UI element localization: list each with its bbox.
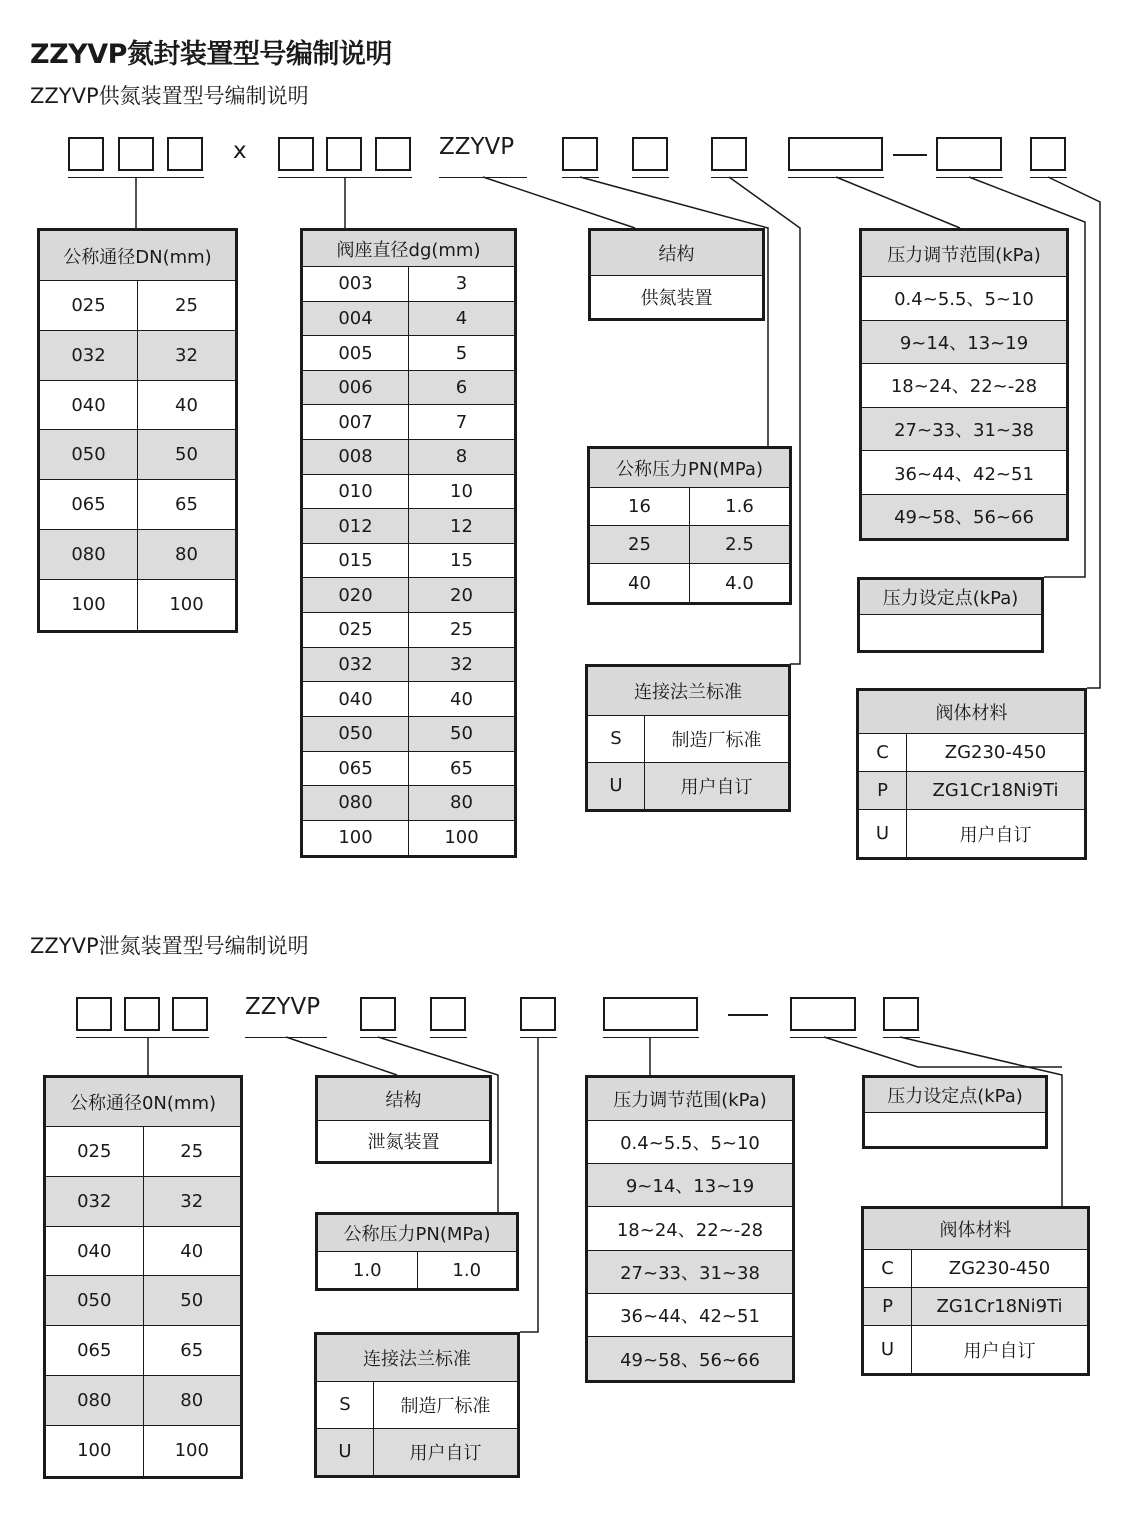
code-underline <box>1030 177 1067 178</box>
model-code: ZZYVP <box>439 134 515 160</box>
code-underline <box>711 177 748 178</box>
table-cell: 50 <box>409 716 516 751</box>
table-row <box>861 277 1068 321</box>
connector-setpoint <box>824 1037 1062 1067</box>
material-table <box>856 688 1087 860</box>
code-underline <box>245 1037 327 1038</box>
section1-subtitle: ZZYVP供氮装置型号编制说明 <box>30 84 309 108</box>
table-row <box>302 370 516 405</box>
code-underline <box>520 1037 557 1038</box>
table-cell: 050 <box>45 1276 144 1326</box>
table-row <box>302 509 516 544</box>
table-row <box>39 281 237 331</box>
table-cell: 005 <box>302 336 409 371</box>
table-cell: 004 <box>302 301 409 336</box>
setpoint-table <box>862 1075 1048 1149</box>
flange-table-header: 连接法兰标准 <box>316 1334 519 1382</box>
table-cell: 32 <box>143 1176 242 1226</box>
code-box-wide <box>936 137 1002 171</box>
table-row <box>45 1276 242 1326</box>
model-code: ZZYVP <box>245 994 321 1020</box>
dn-table <box>43 1075 243 1479</box>
table-row <box>302 440 516 475</box>
dn-table <box>37 228 238 633</box>
code-box <box>76 997 112 1031</box>
table-row <box>589 526 791 564</box>
structure-value: 泄氮装置 <box>317 1121 491 1163</box>
structure-table <box>588 228 765 321</box>
table-cell: 制造厂标准 <box>374 1382 519 1429</box>
dn-table-header: 公称通径DN(mm) <box>39 230 237 281</box>
table-cell: 080 <box>39 530 138 580</box>
table-row <box>302 613 516 648</box>
table-cell: 12 <box>409 509 516 544</box>
code-box-wide <box>603 997 698 1031</box>
table-cell: 032 <box>45 1176 144 1226</box>
code-box <box>562 137 598 171</box>
range-table-header: 压力调节范围(kPa) <box>587 1077 794 1121</box>
table-cell: C <box>863 1250 912 1288</box>
page-title: ZZYVP氮封装置型号编制说明 <box>30 39 392 70</box>
table-row <box>587 1337 794 1382</box>
code-box <box>430 997 466 1031</box>
code-box <box>360 997 396 1031</box>
table-cell: 012 <box>302 509 409 544</box>
structure-table-header: 结构 <box>317 1077 491 1121</box>
connector-structure <box>286 1037 397 1075</box>
table-cell: 40 <box>138 380 237 430</box>
table-cell: S <box>316 1382 374 1429</box>
table-cell: 25 <box>589 526 690 564</box>
pn-table <box>315 1212 519 1291</box>
table-row <box>39 530 237 580</box>
table-cell: 2.5 <box>690 526 791 564</box>
table-row <box>302 647 516 682</box>
code-underline <box>76 1037 209 1038</box>
table-row <box>302 301 516 336</box>
table-cell: 27~33、31~38 <box>861 407 1068 451</box>
pn-table-header: 公称压力PN(MPa) <box>317 1214 518 1252</box>
table-cell: U <box>316 1428 374 1476</box>
table-row <box>302 786 516 821</box>
table-row <box>861 364 1068 408</box>
connector-structure <box>483 177 635 228</box>
table-row <box>39 480 237 530</box>
code-box-wide <box>790 997 856 1031</box>
code-box-wide <box>788 137 883 171</box>
table-row <box>861 494 1068 539</box>
table-row <box>316 1428 519 1476</box>
table-row <box>45 1376 242 1426</box>
table-row <box>587 762 790 810</box>
table-cell: 080 <box>45 1376 144 1426</box>
table-cell: C <box>858 734 907 772</box>
table-cell: 用户自订 <box>907 810 1086 859</box>
structure-value: 供氮装置 <box>590 276 764 320</box>
table-cell: 32 <box>409 647 516 682</box>
pn-table <box>587 446 792 605</box>
table-cell: 80 <box>409 786 516 821</box>
table-cell: 25 <box>409 613 516 648</box>
table-cell: ZG1Cr18Ni9Ti <box>912 1288 1089 1326</box>
table-cell: 003 <box>302 267 409 302</box>
table-row <box>858 772 1086 810</box>
pn-table-header: 公称压力PN(MPa) <box>589 448 791 488</box>
table-row <box>39 380 237 430</box>
table-cell: 065 <box>45 1326 144 1376</box>
table-row <box>302 751 516 786</box>
table-cell: 用户自订 <box>645 762 790 810</box>
table-cell: 40 <box>409 682 516 717</box>
table-cell: 49~58、56~66 <box>861 494 1068 539</box>
table-row <box>45 1226 242 1276</box>
table-cell: 用户自订 <box>912 1326 1089 1375</box>
code-box <box>632 137 668 171</box>
table-row <box>302 820 516 856</box>
setpoint-value-empty <box>864 1113 1047 1148</box>
section2-subtitle: ZZYVP泄氮装置型号编制说明 <box>30 934 309 958</box>
table-cell: 32 <box>138 330 237 380</box>
table-cell: 18~24、22~-28 <box>861 364 1068 408</box>
material-table-header: 阀体材料 <box>858 690 1086 734</box>
code-box <box>520 997 556 1031</box>
table-cell: 020 <box>302 578 409 613</box>
code-underline <box>430 1037 467 1038</box>
table-cell: 100 <box>143 1425 242 1477</box>
code-box <box>118 137 154 171</box>
pressure-range-table <box>585 1075 795 1383</box>
table-cell: 65 <box>409 751 516 786</box>
table-cell: 10 <box>409 474 516 509</box>
code-underline <box>278 177 412 178</box>
code-underline <box>439 177 527 178</box>
code-underline <box>360 1037 397 1038</box>
table-cell: 065 <box>39 480 138 530</box>
connector-flange <box>520 1037 538 1332</box>
code-box <box>167 137 203 171</box>
table-cell: 025 <box>39 281 138 331</box>
table-cell: S <box>587 716 645 763</box>
table-cell: 6 <box>409 370 516 405</box>
setpoint-table-header: 压力设定点(kPa) <box>859 579 1043 615</box>
table-cell: 1.6 <box>690 488 791 526</box>
table-cell: 50 <box>143 1276 242 1326</box>
table-row <box>45 1425 242 1477</box>
table-cell: ZG230-450 <box>907 734 1086 772</box>
table-row <box>858 734 1086 772</box>
table-row <box>587 1293 794 1336</box>
table-cell: 3 <box>409 267 516 302</box>
table-row <box>45 1176 242 1226</box>
table-cell: 1.0 <box>317 1252 418 1290</box>
dash-separator <box>893 154 927 156</box>
seat-diameter-table <box>300 228 517 858</box>
table-cell: 65 <box>143 1326 242 1376</box>
table-cell: 032 <box>39 330 138 380</box>
table-cell: 100 <box>138 579 237 631</box>
table-row <box>587 1250 794 1293</box>
table-row <box>302 543 516 578</box>
table-cell: 80 <box>138 530 237 580</box>
table-cell: U <box>587 762 645 810</box>
table-cell: U <box>863 1326 912 1375</box>
table-row <box>317 1252 518 1290</box>
table-cell: ZG1Cr18Ni9Ti <box>907 772 1086 810</box>
table-cell: 100 <box>302 820 409 856</box>
table-row <box>861 407 1068 451</box>
dash-separator <box>728 1014 768 1016</box>
structure-table <box>315 1075 492 1164</box>
table-row <box>858 810 1086 859</box>
table-cell: 1.0 <box>417 1252 518 1290</box>
setpoint-value-empty <box>859 615 1043 652</box>
table-row <box>302 336 516 371</box>
table-cell: 040 <box>39 380 138 430</box>
table-cell: 015 <box>302 543 409 578</box>
table-cell: 0.4~5.5、5~10 <box>861 277 1068 321</box>
table-row <box>587 1121 794 1164</box>
table-cell: 050 <box>302 716 409 751</box>
code-box <box>172 997 208 1031</box>
table-row <box>861 320 1068 364</box>
table-row <box>39 330 237 380</box>
table-cell: 0.4~5.5、5~10 <box>587 1121 794 1164</box>
code-underline <box>68 177 204 178</box>
table-cell: 80 <box>143 1376 242 1426</box>
table-row <box>302 405 516 440</box>
table-cell: 25 <box>138 281 237 331</box>
table-cell: 65 <box>138 480 237 530</box>
code-box <box>326 137 362 171</box>
pressure-range-table <box>859 228 1069 541</box>
table-cell: 4.0 <box>690 564 791 604</box>
code-box <box>278 137 314 171</box>
table-row <box>39 430 237 480</box>
table-cell: 025 <box>302 613 409 648</box>
setpoint-table-header: 压力设定点(kPa) <box>864 1077 1047 1113</box>
connector-range <box>836 177 960 228</box>
table-row <box>863 1288 1089 1326</box>
code-box <box>124 997 160 1031</box>
code-box <box>375 137 411 171</box>
table-cell: 100 <box>45 1425 144 1477</box>
table-cell: P <box>858 772 907 810</box>
code-box <box>711 137 747 171</box>
table-row <box>302 716 516 751</box>
dn-table-header: 公称通径0N(mm) <box>45 1077 242 1127</box>
material-table-header: 阀体材料 <box>863 1208 1089 1250</box>
table-cell: 用户自订 <box>374 1428 519 1476</box>
table-cell: 25 <box>143 1127 242 1177</box>
table-cell: 050 <box>39 430 138 480</box>
table-cell: 16 <box>589 488 690 526</box>
table-row <box>39 579 237 631</box>
flange-table <box>314 1332 520 1478</box>
table-row <box>863 1250 1089 1288</box>
table-cell: 7 <box>409 405 516 440</box>
table-cell: 008 <box>302 440 409 475</box>
table-cell: 20 <box>409 578 516 613</box>
table-row <box>587 716 790 763</box>
table-row <box>45 1127 242 1177</box>
table-cell: 010 <box>302 474 409 509</box>
table-cell: 15 <box>409 543 516 578</box>
table-cell: 9~14、13~19 <box>587 1164 794 1207</box>
code-underline <box>883 1037 920 1038</box>
table-cell: 9~14、13~19 <box>861 320 1068 364</box>
code-underline <box>788 177 884 178</box>
code-box <box>68 137 104 171</box>
structure-table-header: 结构 <box>590 230 764 276</box>
table-row <box>316 1382 519 1429</box>
table-cell: U <box>858 810 907 859</box>
table-row <box>863 1326 1089 1375</box>
setpoint-table <box>857 577 1044 653</box>
flange-table-header: 连接法兰标准 <box>587 666 790 716</box>
table-cell: 50 <box>138 430 237 480</box>
table-cell: 007 <box>302 405 409 440</box>
table-row <box>302 474 516 509</box>
table-cell: 36~44、42~51 <box>861 451 1068 495</box>
table-cell: ZG230-450 <box>912 1250 1089 1288</box>
table-cell: 100 <box>39 579 138 631</box>
table-cell: 18~24、22~-28 <box>587 1207 794 1250</box>
table-cell: 040 <box>302 682 409 717</box>
table-cell: 080 <box>302 786 409 821</box>
flange-table <box>585 664 791 812</box>
table-row <box>302 682 516 717</box>
code-underline <box>790 1037 857 1038</box>
table-row <box>587 1207 794 1250</box>
table-cell: 4 <box>409 301 516 336</box>
seat-table-header: 阀座直径dg(mm) <box>302 230 516 267</box>
code-box <box>883 997 919 1031</box>
table-cell: 006 <box>302 370 409 405</box>
table-cell: 27~33、31~38 <box>587 1250 794 1293</box>
table-cell: 40 <box>589 564 690 604</box>
table-cell: P <box>863 1288 912 1326</box>
table-cell: 8 <box>409 440 516 475</box>
table-cell: 040 <box>45 1226 144 1276</box>
table-cell: 100 <box>409 820 516 856</box>
table-cell: 49~58、56~66 <box>587 1337 794 1382</box>
code-box <box>1030 137 1066 171</box>
table-row <box>589 564 791 604</box>
table-cell: 025 <box>45 1127 144 1177</box>
range-table-header: 压力调节范围(kPa) <box>861 230 1068 277</box>
code-underline <box>936 177 1003 178</box>
table-cell: 5 <box>409 336 516 371</box>
table-row <box>45 1326 242 1376</box>
code-underline <box>632 177 669 178</box>
table-row <box>861 451 1068 495</box>
code-underline <box>562 177 599 178</box>
table-cell: 36~44、42~51 <box>587 1293 794 1336</box>
x-separator: x <box>233 138 247 164</box>
table-row <box>302 267 516 302</box>
code-underline <box>603 1037 699 1038</box>
table-cell: 032 <box>302 647 409 682</box>
table-cell: 40 <box>143 1226 242 1276</box>
table-row <box>589 488 791 526</box>
material-table <box>861 1206 1090 1376</box>
table-cell: 065 <box>302 751 409 786</box>
table-row <box>587 1164 794 1207</box>
table-cell: 制造厂标准 <box>645 716 790 763</box>
table-row <box>302 578 516 613</box>
